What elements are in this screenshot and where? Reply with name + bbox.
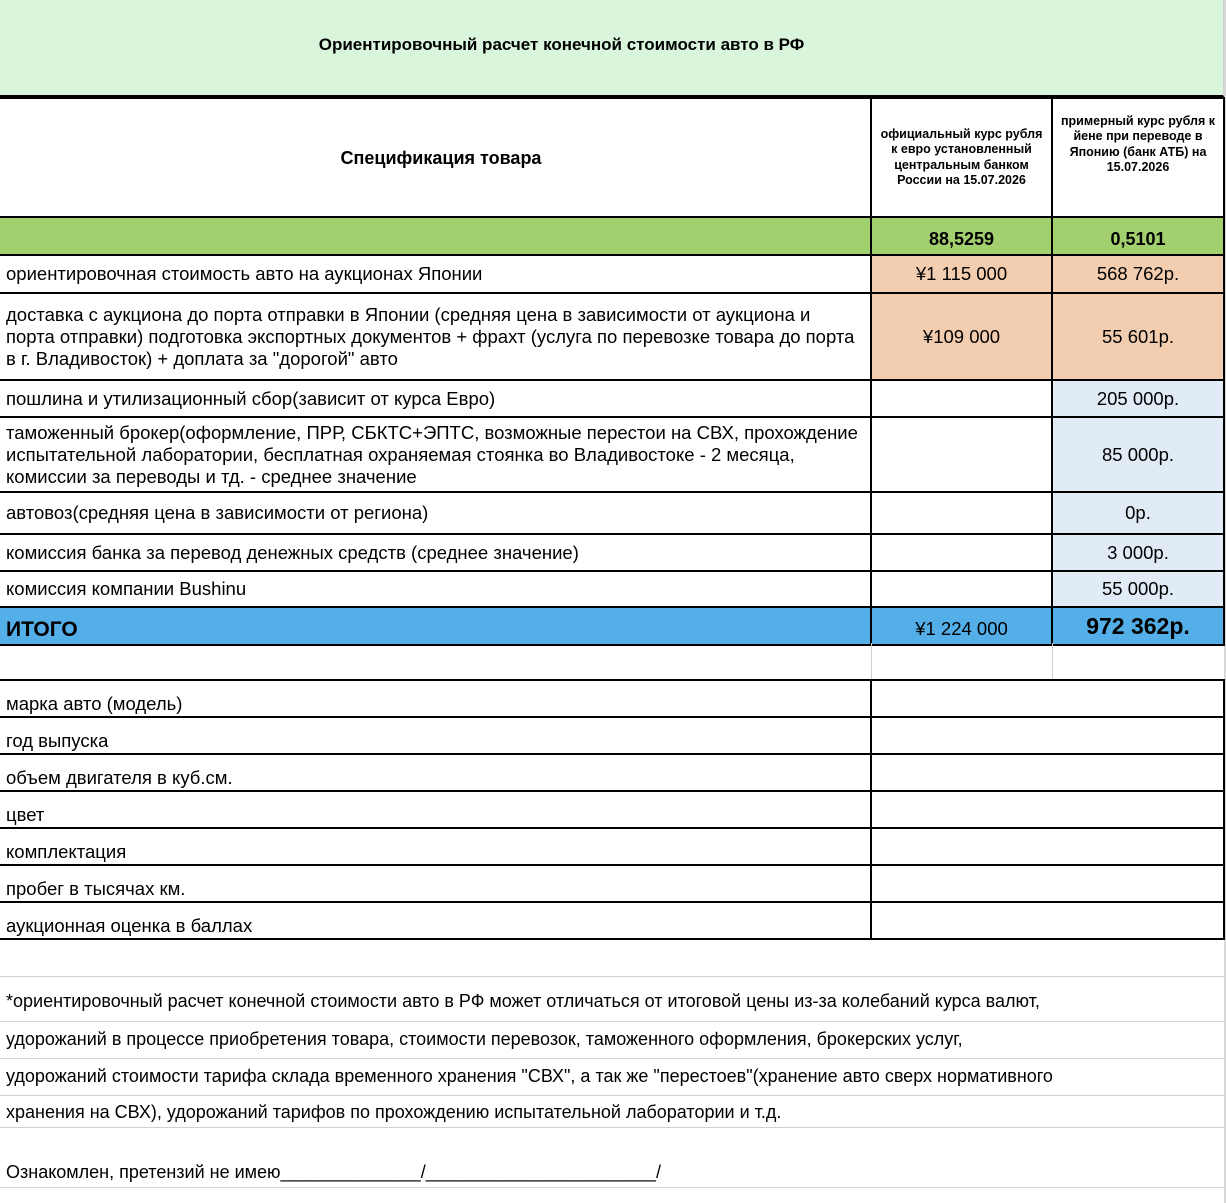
- sheet-gridline: [0, 1021, 1224, 1022]
- spec-label[interactable]: марка авто (модель): [0, 680, 871, 717]
- table-row: [0, 791, 1224, 828]
- row-rub-value[interactable]: 0р.: [1052, 492, 1224, 534]
- table-row: [0, 417, 1224, 492]
- row-rub-value[interactable]: 55 000р.: [1052, 571, 1224, 607]
- disclaimer-line: удорожаний стоимости тарифа склада временного хранения "СВХ", а так же "перестоев"(хранение авто сверх нормативного: [6, 1066, 1053, 1086]
- vehicle-spec-table: [0, 679, 1225, 940]
- total-label[interactable]: ИТОГО: [0, 607, 871, 645]
- spec-label[interactable]: пробег в тысячах км.: [0, 865, 871, 902]
- row-yen-value[interactable]: [871, 492, 1052, 534]
- row-label[interactable]: комиссия банка за перевод денежных средств (среднее значение): [0, 534, 871, 571]
- spec-value[interactable]: [871, 865, 1224, 902]
- row-label[interactable]: пошлина и утилизационный сбор(зависит от курса Евро): [0, 380, 871, 417]
- table-row: [0, 255, 1224, 293]
- spec-value[interactable]: [871, 791, 1224, 828]
- yen-rate-header: примерный курс рубля к йене при переводе в Японию (банк АТБ) на 15.07.2026: [1061, 113, 1215, 174]
- total-row: [0, 607, 1224, 645]
- spec-label[interactable]: комплектация: [0, 828, 871, 865]
- total-rub-value[interactable]: 972 362р.: [1052, 607, 1224, 645]
- row-yen-value[interactable]: ¥109 000: [871, 293, 1052, 380]
- sheet-gridline: [0, 1127, 1224, 1128]
- spec-label[interactable]: объем двигателя в куб.см.: [0, 754, 871, 791]
- table-row: [0, 571, 1224, 607]
- row-yen-value[interactable]: [871, 534, 1052, 571]
- row-label[interactable]: доставка с аукциона до порта отправки в Японии (средняя цена в зависимости от аукциона и порта отправки) подготовка экспортных документов + фрахт (услуга по перевозке товара до порта в г. Владивосток) + доплата за "дорогой" авто: [0, 293, 871, 380]
- disclaimer-line: удорожаний в процессе приобретения товара, стоимости перевозок, таможенного оформления, брокерских услуг,: [6, 1029, 963, 1049]
- table-row: [0, 492, 1224, 534]
- sheet-gridline: [0, 1095, 1224, 1096]
- row-rub-value[interactable]: 568 762р.: [1052, 255, 1224, 293]
- spec-label[interactable]: год выпуска: [0, 717, 871, 754]
- table-row: [0, 865, 1224, 902]
- table-row: [0, 680, 1224, 717]
- sheet-gridline: [0, 976, 1224, 977]
- row-rub-value[interactable]: 205 000р.: [1052, 380, 1224, 417]
- rate-row-label-cell[interactable]: [0, 217, 871, 255]
- spec-value[interactable]: [871, 680, 1224, 717]
- table-row: [0, 754, 1224, 791]
- table-header-row: [0, 98, 1224, 217]
- sheet-gridline: [0, 1187, 1224, 1188]
- sheet-gridline: [0, 1058, 1224, 1059]
- sheet-gridline: [1052, 643, 1053, 679]
- row-rub-value[interactable]: 55 601р.: [1052, 293, 1224, 380]
- euro-rate-header-cell[interactable]: [871, 98, 1052, 217]
- disclaimer-line: хранения на СВХ), удорожаний тарифов по прохождению испытательной лаборатории и т.д.: [6, 1102, 782, 1122]
- row-yen-value[interactable]: [871, 380, 1052, 417]
- disclaimer-line: *ориентировочный расчет конечной стоимости авто в РФ может отличаться от итоговой цены из-за колебаний курса валют,: [6, 991, 1040, 1011]
- row-label[interactable]: ориентировочная стоимость авто на аукционах Японии: [0, 255, 871, 293]
- spec-label[interactable]: аукционная оценка в баллах: [0, 902, 871, 939]
- row-rub-value[interactable]: 85 000р.: [1052, 417, 1224, 492]
- total-yen-value[interactable]: ¥1 224 000: [871, 607, 1052, 645]
- spec-label[interactable]: цвет: [0, 791, 871, 828]
- euro-rate-cell[interactable]: 88,5259: [871, 217, 1052, 255]
- page-title: Ориентировочный расчет конечной стоимости авто в РФ: [318, 34, 805, 54]
- row-yen-value[interactable]: ¥1 115 000: [871, 255, 1052, 293]
- table-row: [0, 717, 1224, 754]
- spec-value[interactable]: [871, 754, 1224, 791]
- yen-rate-cell[interactable]: 0,5101: [1052, 217, 1224, 255]
- row-yen-value[interactable]: [871, 417, 1052, 492]
- acknowledgement-line[interactable]: Ознакомлен, претензий не имею______________/_______________________/: [6, 1162, 661, 1182]
- rate-row: [0, 217, 1224, 255]
- euro-rate-header: официальный курс рубля к евро установленный центральным банком России на 15.07.2026: [880, 126, 1043, 187]
- table-row: [0, 534, 1224, 571]
- row-yen-value[interactable]: [871, 571, 1052, 607]
- row-label[interactable]: комиссия компании Bushinu: [0, 571, 871, 607]
- spec-value[interactable]: [871, 828, 1224, 865]
- title-band: [0, 0, 1224, 97]
- row-label[interactable]: таможенный брокер(оформление, ПРР, СБКТС+ЭПТС, возможные перестои на СВХ, прохождение испытательной лаборатории, бесплатная охраняемая стоянка во Владивостоке - 2 месяца, комиссии за переводы и тд. - среднее значение: [0, 417, 871, 492]
- table-row: [0, 380, 1224, 417]
- table-row: [0, 902, 1224, 939]
- row-label[interactable]: автовоз(средняя цена в зависимости от региона): [0, 492, 871, 534]
- spec-value[interactable]: [871, 717, 1224, 754]
- row-rub-value[interactable]: 3 000р.: [1052, 534, 1224, 571]
- sheet-gridline: [871, 643, 872, 679]
- table-row: [0, 828, 1224, 865]
- spec-header-cell[interactable]: [0, 98, 871, 217]
- yen-rate-header-cell[interactable]: [1052, 98, 1224, 217]
- cost-calculation-table: [0, 97, 1225, 646]
- spec-header: Спецификация товара: [340, 147, 542, 168]
- table-row: [0, 293, 1224, 380]
- spec-value[interactable]: [871, 902, 1224, 939]
